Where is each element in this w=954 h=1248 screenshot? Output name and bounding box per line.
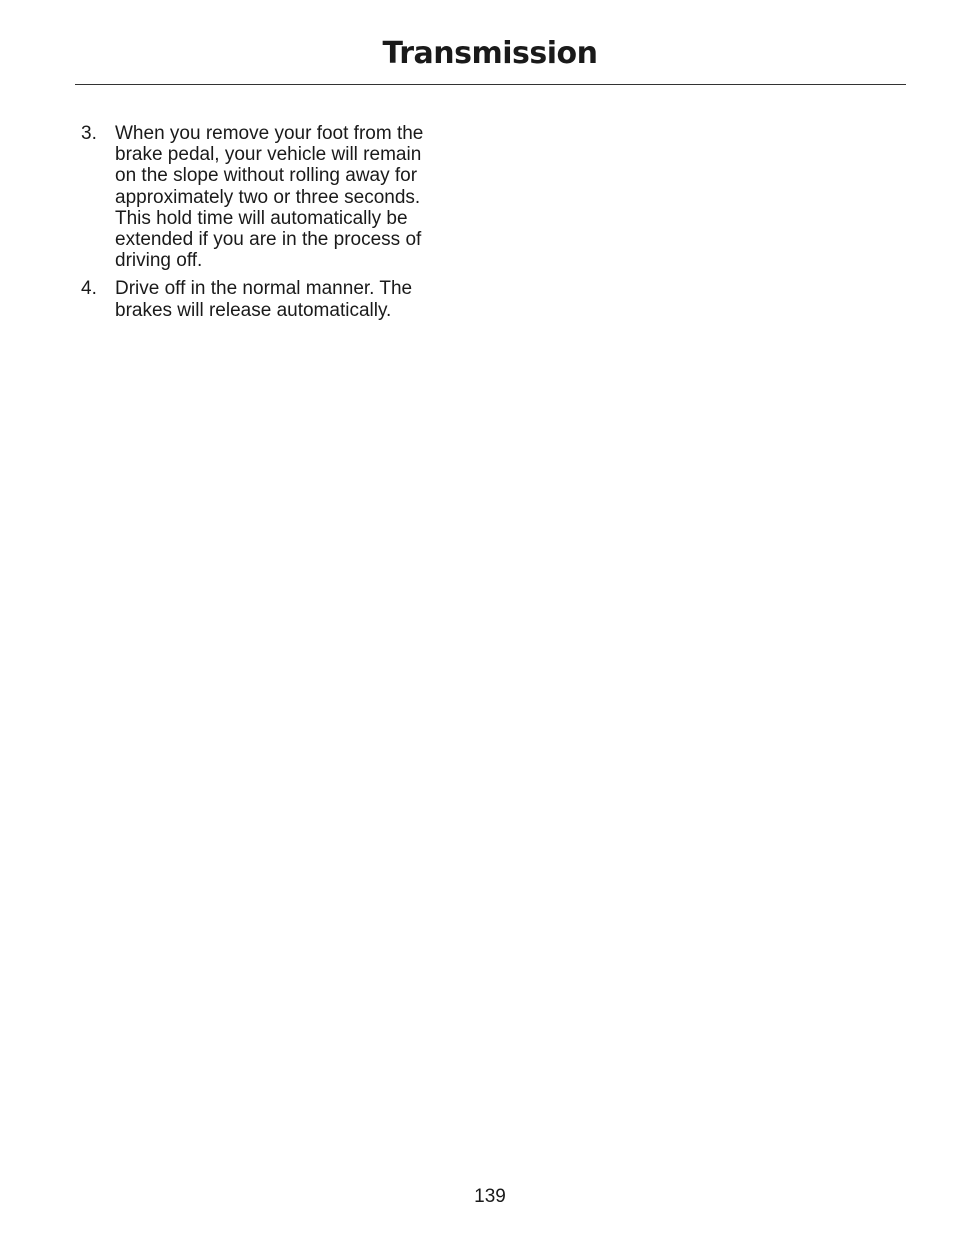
page-number: 139 [474,1186,506,1207]
list-item [81,123,481,271]
page-title: Transmission [382,36,598,71]
instruction-list [81,123,481,328]
step-text: When you remove your foot from the brake pedal, your vehicle will remain on the slope without rolling away for approximately two or three seconds. This hold time will automatically be extended if you are in the process of driving off. [115,123,424,272]
step-number: 4. [81,278,97,300]
step-number: 3. [81,123,97,144]
step-text: Drive off in the normal manner. The brakes will release automatically. [115,278,413,321]
list-item [81,278,481,320]
title-divider [75,84,906,85]
